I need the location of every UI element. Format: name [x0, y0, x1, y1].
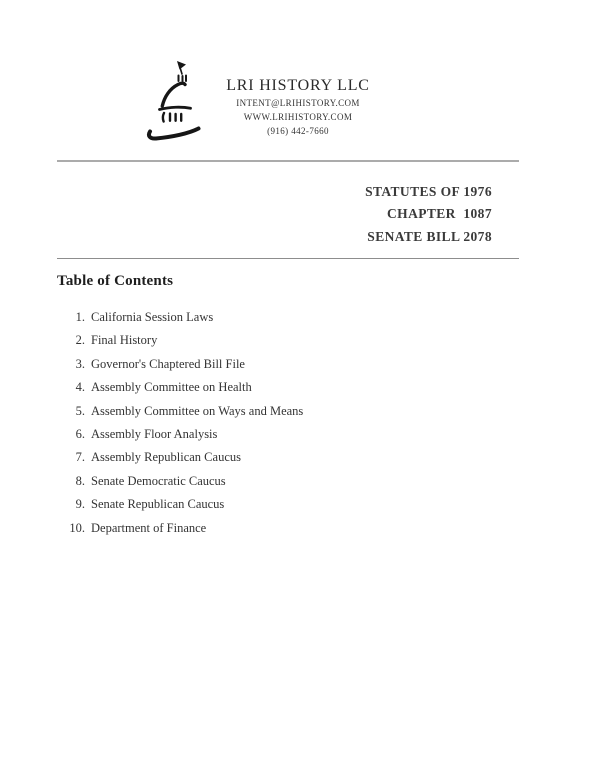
toc-item-number: 5. [75, 403, 85, 418]
toc-item-label: Final History [91, 333, 158, 348]
toc-item-number: 9. [75, 497, 85, 512]
toc-item-number: 4. [75, 380, 85, 395]
horizontal-rule-bottom [57, 258, 519, 259]
toc-item-number: 1. [75, 310, 85, 324]
toc-item [57, 329, 303, 352]
toc-item-number: 10. [69, 520, 85, 535]
toc-item-label: California Session Laws [91, 310, 214, 324]
toc-item [57, 353, 303, 376]
statutes-line: STATUTES OF 1976 [365, 184, 492, 199]
toc-item-number: 6. [75, 427, 85, 442]
toc-item-label: Department of Finance [91, 520, 207, 535]
toc-item [57, 306, 303, 329]
toc-item [57, 517, 303, 540]
toc-item [57, 470, 303, 493]
toc-item-label: Governor's Chaptered Bill File [91, 356, 245, 371]
company-phone: (916) 442-7660 [267, 126, 329, 137]
toc-item-number: 8. [75, 473, 85, 488]
toc-item-number: 3. [75, 356, 85, 371]
toc-item-number: 7. [75, 450, 85, 465]
toc-title: Table of Contents [57, 273, 174, 289]
horizontal-rule-top [57, 160, 519, 162]
statute-reference [365, 181, 492, 248]
toc-list [57, 306, 303, 540]
toc-item-label: Assembly Committee on Ways and Means [91, 403, 304, 418]
toc-item-label: Senate Republican Caucus [91, 497, 225, 512]
toc-item [57, 376, 303, 399]
toc-item-label: Assembly Floor Analysis [91, 427, 218, 442]
senate-bill-line: SENATE BILL 2078 [367, 228, 492, 244]
company-email: INTENT@LRIHISTORY.COM [236, 98, 360, 108]
toc-item [57, 493, 303, 516]
toc-item [57, 423, 303, 446]
toc-item [57, 446, 303, 469]
toc-item-label: Senate Democratic Caucus [91, 473, 226, 488]
toc-item-number: 2. [75, 333, 85, 348]
toc-item-label: Assembly Committee on Health [91, 380, 252, 395]
company-name: LRI HISTORY LLC [226, 77, 370, 94]
chapter-line: CHAPTER 1087 [387, 206, 492, 222]
toc-item-label: Assembly Republican Caucus [91, 450, 241, 465]
toc-item [57, 400, 303, 423]
letterhead [148, 76, 448, 139]
company-website: WWW.LRIHISTORY.COM [243, 112, 353, 123]
